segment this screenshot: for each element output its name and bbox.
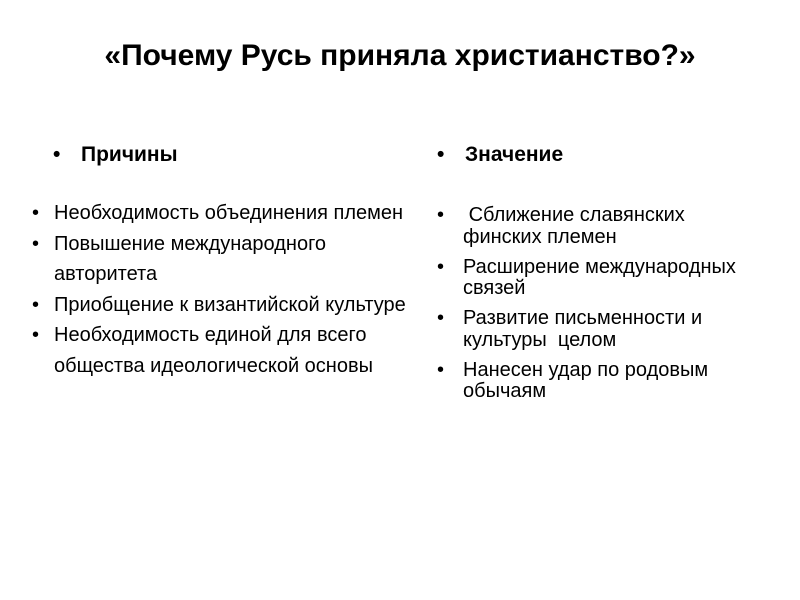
cause-text: Необходимость объединения племен — [54, 202, 404, 224]
cause-item-unification — [32, 198, 412, 229]
cause-item-authority — [32, 229, 412, 290]
cause-item-ideology — [32, 320, 412, 381]
meaning-text: Нанесен удар по родовым обычаям — [463, 358, 714, 402]
meaning-bullet: • — [437, 255, 445, 278]
meaning-text: Расширение международных связей — [463, 255, 742, 299]
meaning-bullet: • — [437, 307, 445, 329]
meaning-item-rapprochement — [437, 205, 757, 248]
cause-bullet: • — [32, 293, 40, 316]
meaning-list — [437, 205, 757, 411]
causes-list — [32, 198, 412, 381]
meaning-heading-bullet: • — [437, 143, 445, 166]
causes-heading-label: Причины — [81, 143, 178, 166]
cause-text: Приобщение к византийской культуре — [54, 293, 406, 316]
meaning-item-international-ties — [437, 257, 757, 300]
meaning-text: Сближение славянских финских племен — [463, 204, 696, 248]
causes-heading-bullet: • — [53, 143, 61, 166]
cause-text: Повышение международного авторитета — [54, 232, 327, 285]
causes-heading — [53, 142, 178, 167]
cause-item-byzantine-culture — [32, 290, 412, 321]
meaning-bullet: • — [437, 358, 445, 381]
slide-title: «Почему Русь приняла христианство?» — [104, 39, 696, 72]
meaning-item-tribal-customs — [437, 360, 757, 403]
meaning-heading — [437, 142, 563, 167]
cause-bullet: • — [32, 324, 40, 346]
meaning-bullet: • — [437, 204, 445, 226]
meaning-heading-label: Значение — [465, 143, 564, 166]
meaning-text: Развитие письменности и культуры целом — [463, 307, 708, 351]
cause-bullet: • — [32, 232, 40, 255]
cause-text: Необходимость единой для всего общества идеологической основы — [54, 324, 373, 377]
meaning-item-writing-culture — [437, 308, 757, 351]
cause-bullet: • — [32, 202, 40, 224]
